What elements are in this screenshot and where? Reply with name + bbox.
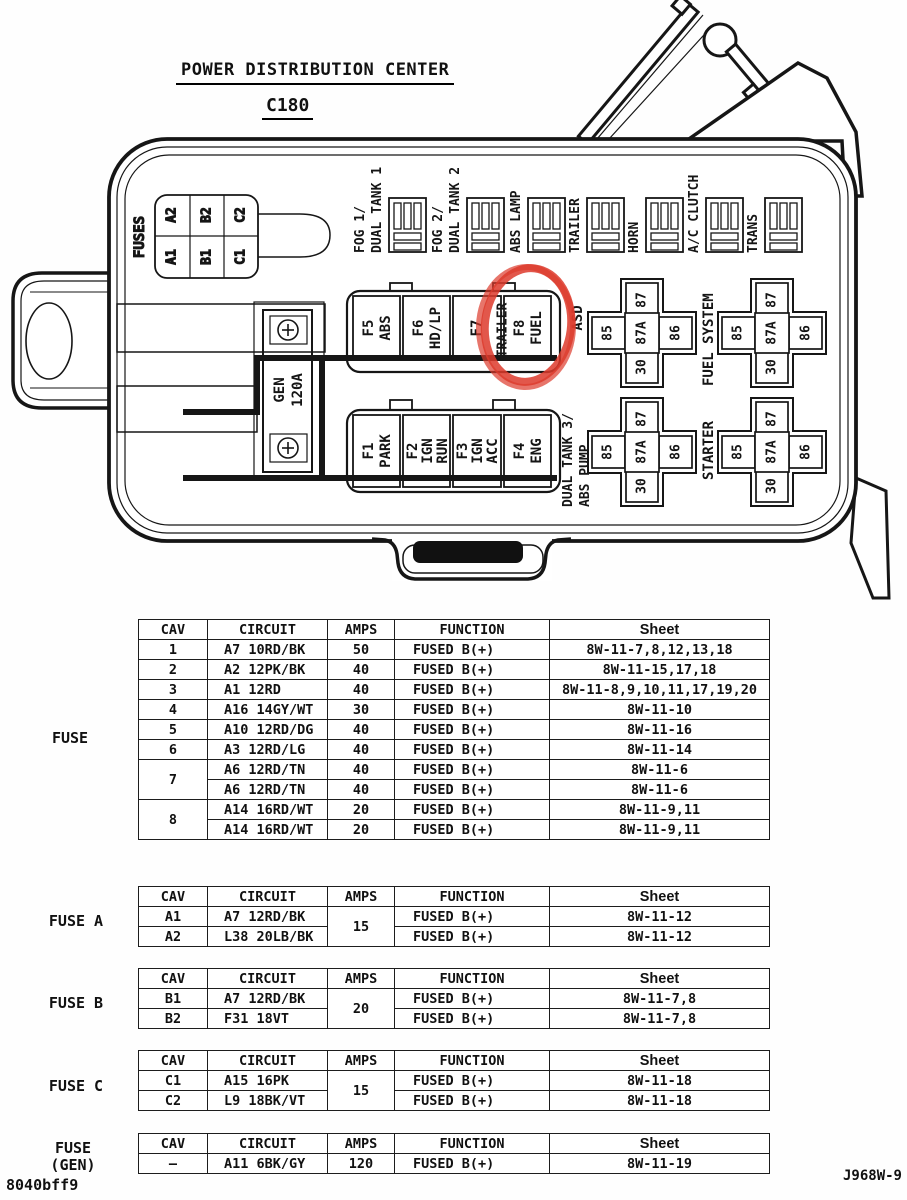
table-header-row: CAV CIRCUIT AMPS FUNCTION Sheet: [139, 969, 770, 989]
svg-text:F5: F5: [361, 319, 377, 337]
component-label: DUAL TANK 2: [448, 166, 463, 253]
relay-pin-87: 87: [634, 411, 650, 427]
page-title: POWER DISTRIBUTION CENTER: [176, 60, 454, 85]
slot-opening: [413, 541, 523, 563]
relay-pin-87a: 87A: [634, 321, 650, 345]
component-label: DUAL TANK 1: [370, 166, 385, 253]
relay-pin-86: 86: [798, 325, 814, 341]
fuses-grid-label: FUSES: [132, 215, 148, 259]
relay-pin-87a: 87A: [764, 440, 780, 464]
gen-label: GEN: [272, 377, 288, 403]
relay-pin-85: 85: [730, 325, 746, 341]
svg-text:DUAL TANK 3/: DUAL TANK 3/: [561, 413, 576, 507]
relay-pin-87: 87: [764, 411, 780, 427]
fuse-gen-table: [138, 1133, 770, 1174]
svg-text:C1: C1: [233, 249, 249, 265]
relay-pin-30: 30: [764, 478, 780, 494]
svg-text:F8: F8: [512, 319, 528, 337]
svg-text:A2: A2: [164, 207, 180, 223]
svg-text:F4: F4: [512, 442, 528, 460]
table-row: 2 A2 12PK/BK 40 FUSED B(+) 8W-11-15,17,18: [139, 660, 770, 680]
gen-label: 120A: [290, 373, 306, 407]
table-row: – A11 6BK/GY 120 FUSED B(+) 8W-11-19: [139, 1154, 770, 1174]
fuse-c-table: [138, 1050, 770, 1111]
relay-group-label: FUEL SYSTEM: [701, 293, 717, 386]
svg-text:ENG: ENG: [529, 438, 545, 464]
relay-pin-85: 85: [730, 444, 746, 460]
relay-pin-85: 85: [600, 444, 616, 460]
table-row: 3 A1 12RD 40 FUSED B(+) 8W-11-8,9,10,11,17,19,20: [139, 680, 770, 700]
table-row: 6 A3 12RD/LG 40 FUSED B(+) 8W-11-14: [139, 740, 770, 760]
table-row: 8 A14 16RD/WT 20 FUSED B(+) 8W-11-9,11: [139, 800, 770, 820]
table-row: 4 A16 14GY/WT 30 FUSED B(+) 8W-11-10: [139, 700, 770, 720]
svg-text:IGN: IGN: [420, 438, 436, 464]
svg-text:RUN: RUN: [435, 438, 451, 464]
svg-text:PARK: PARK: [378, 434, 394, 468]
svg-text:FUEL: FUEL: [529, 311, 545, 345]
svg-text:HD/LP: HD/LP: [428, 306, 444, 350]
relay-group-label: STARTER: [701, 420, 717, 480]
table-header-row: CAV CIRCUIT AMPS FUNCTION Sheet: [139, 620, 770, 640]
svg-text:F1: F1: [361, 442, 377, 460]
relay-pin-30: 30: [634, 478, 650, 494]
relay-pin-30: 30: [634, 359, 650, 375]
svg-text:IGN: IGN: [470, 438, 486, 464]
table-header-row: CAV CIRCUIT AMPS FUNCTION Sheet: [139, 1134, 770, 1154]
svg-text:B2: B2: [199, 207, 215, 223]
table-row: C1 A15 16PK 15 FUSED B(+) 8W-11-18: [139, 1071, 770, 1091]
table-row: B2 F31 18VT FUSED B(+) 8W-11-7,8: [139, 1009, 770, 1029]
side-label-fuse: FUSE: [51, 729, 89, 747]
svg-text:ABS PUMP: ABS PUMP: [578, 444, 593, 507]
table-header-row: CAV CIRCUIT AMPS FUNCTION Sheet: [139, 887, 770, 907]
relay-pin-87a: 87A: [634, 440, 650, 464]
relay-pin-86: 86: [798, 444, 814, 460]
table-row: 5 A10 12RD/DG 40 FUSED B(+) 8W-11-16: [139, 720, 770, 740]
relay-pin-86: 86: [668, 325, 684, 341]
component-label: ABS LAMP: [509, 190, 524, 253]
doc-code-right: J968W-9: [842, 1168, 902, 1184]
table-row: B1 A7 12RD/BK 20 FUSED B(+) 8W-11-7,8: [139, 989, 770, 1009]
side-label-fuse-c: FUSE C: [48, 1077, 104, 1095]
relay-pin-87: 87: [634, 292, 650, 308]
relay-pin-86: 86: [668, 444, 684, 460]
fuse-table: [138, 619, 770, 840]
connector-id: C180: [262, 96, 313, 120]
table-row: A2 L38 20LB/BK FUSED B(+) 8W-11-12: [139, 927, 770, 947]
fuse-b-table: [138, 968, 770, 1029]
component-label: A/C CLUTCH: [687, 174, 702, 253]
svg-text:A1: A1: [164, 249, 180, 265]
bottom-slot: [372, 536, 571, 581]
svg-text:ABS: ABS: [378, 315, 394, 341]
svg-text:B1: B1: [199, 249, 215, 265]
relay-pin-87a: 87A: [764, 321, 780, 345]
relay-pin-85: 85: [600, 325, 616, 341]
relay-pin-87: 87: [764, 292, 780, 308]
table-header-row: CAV CIRCUIT AMPS FUNCTION Sheet: [139, 1051, 770, 1071]
svg-text:F7: F7: [469, 319, 485, 337]
right-flange: [851, 478, 889, 598]
component-label: FOG 1/: [353, 206, 368, 253]
table-row: A14 16RD/WT 20 FUSED B(+) 8W-11-9,11: [139, 820, 770, 840]
table-row: A1 A7 12RD/BK 15 FUSED B(+) 8W-11-12: [139, 907, 770, 927]
asd-label: ASD: [570, 305, 586, 331]
doc-code-left: 8040bff9: [6, 1176, 79, 1194]
side-label-fuse-gen: FUSE (GEN): [50, 1139, 96, 1175]
svg-text:F6: F6: [411, 319, 427, 337]
side-label-fuse-b: FUSE B: [48, 994, 104, 1012]
fuse-a-table: [138, 886, 770, 947]
component-label: HORN: [627, 221, 642, 253]
table-row: 7 A6 12RD/TN 40 FUSED B(+) 8W-11-6: [139, 760, 770, 780]
svg-text:ACC: ACC: [485, 438, 501, 464]
relay-pin-30: 30: [764, 359, 780, 375]
mounting-tab: [13, 273, 110, 408]
trailer-slot-label: TRAILER: [495, 302, 511, 358]
side-label-fuse-a: FUSE A: [48, 912, 104, 930]
table-row: C2 L9 18BK/VT FUSED B(+) 8W-11-18: [139, 1091, 770, 1111]
table-row: 1 A7 10RD/BK 50 FUSED B(+) 8W-11-7,8,12,13,18: [139, 640, 770, 660]
svg-text:C2: C2: [233, 207, 249, 223]
table-row: A6 12RD/TN 40 FUSED B(+) 8W-11-6: [139, 780, 770, 800]
mounting-hole: [26, 303, 72, 379]
component-label: FOG 2/: [431, 206, 446, 253]
svg-text:F2: F2: [405, 442, 421, 460]
component-label: TRAILER: [568, 198, 583, 253]
svg-text:F3: F3: [455, 442, 471, 460]
component-label: TRANS: [746, 213, 761, 253]
